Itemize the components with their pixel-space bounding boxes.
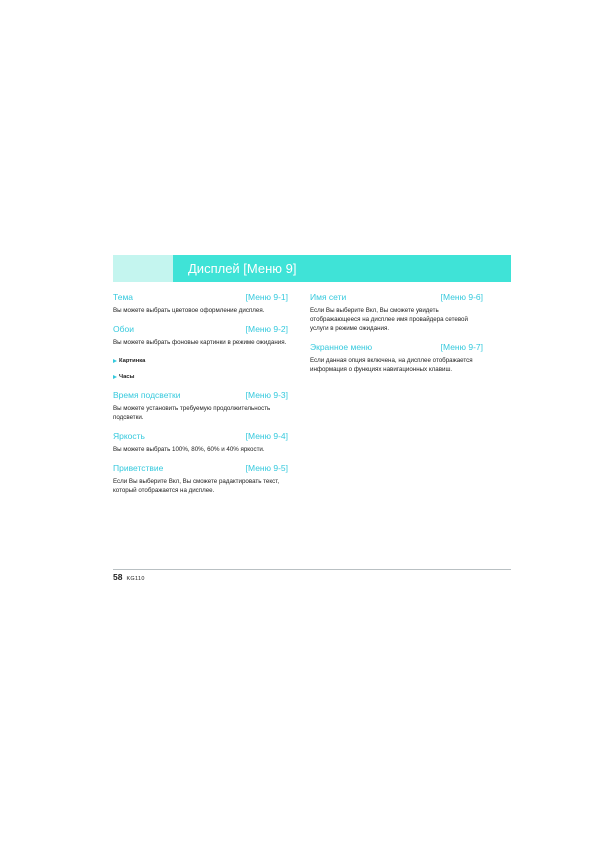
section-theme — [113, 292, 288, 315]
section-wallpaper — [113, 324, 288, 381]
section-heading — [113, 431, 288, 441]
footer-divider — [113, 569, 511, 570]
menu-code: [Меню 9-3] — [245, 390, 288, 400]
section-text: Если Вы выберите Вкл, Вы сможете радактировать текст, который отображается на дисплее. — [113, 478, 280, 494]
section-network-name — [310, 292, 483, 333]
section-title: Экранное меню — [310, 342, 373, 352]
menu-code: [Меню 9-7] — [440, 342, 483, 352]
model-name: KG110 — [126, 576, 145, 582]
section-title: Имя сети — [310, 292, 347, 302]
section-text: Если данная опция включена, на дисплее отображается информация о функциях навигационных клавиш. — [310, 357, 473, 373]
bullet-item — [113, 373, 288, 381]
section-greeting — [113, 463, 288, 495]
triangle-bullet-icon — [113, 375, 117, 379]
section-title: Тема — [113, 292, 134, 302]
section-title: Приветствие — [113, 463, 164, 473]
left-column — [113, 292, 288, 504]
section-text: Вы можете установить требуемую продолжительность подсветки. — [113, 405, 271, 421]
bullet-item — [113, 357, 288, 365]
section-title: Время подсветки — [113, 390, 181, 400]
page-number: 58 — [113, 572, 123, 582]
page-footer — [113, 572, 145, 582]
section-brightness — [113, 431, 288, 454]
menu-code: [Меню 9-1] — [245, 292, 288, 302]
menu-code: [Меню 9-5] — [245, 463, 288, 473]
bullet-label: Картинка — [119, 358, 146, 364]
section-heading — [113, 463, 288, 473]
bullet-label: Часы — [119, 374, 135, 380]
section-backlight — [113, 390, 288, 422]
section-heading — [310, 292, 483, 302]
section-heading — [113, 324, 288, 334]
section-text: Вы можете выбрать цветовое оформление дисплея. — [113, 307, 265, 314]
triangle-bullet-icon — [113, 359, 117, 363]
section-heading — [113, 292, 288, 302]
section-text: Если Вы выберите Вкл, Вы сможете увидеть отображающееся на дисплее имя провайдера сетевой услуги в режиме ожидания. — [310, 307, 468, 332]
menu-code: [Меню 9-4] — [245, 431, 288, 441]
section-title: Обои — [113, 324, 134, 334]
section-screen-menu — [310, 342, 483, 374]
section-heading — [113, 390, 288, 400]
right-column — [310, 292, 483, 383]
section-title: Яркость — [113, 431, 145, 441]
menu-code: [Меню 9-2] — [245, 324, 288, 334]
menu-code: [Меню 9-6] — [440, 292, 483, 302]
section-heading — [310, 342, 483, 352]
header-banner-light — [113, 255, 173, 282]
page-title: Дисплей [Меню 9] — [188, 261, 297, 276]
section-text: Вы можете выбрать фоновые картинки в режиме ожидания. — [113, 339, 287, 346]
section-text: Вы можете выбрать 100%, 80%, 60% и 40% яркости. — [113, 446, 265, 453]
